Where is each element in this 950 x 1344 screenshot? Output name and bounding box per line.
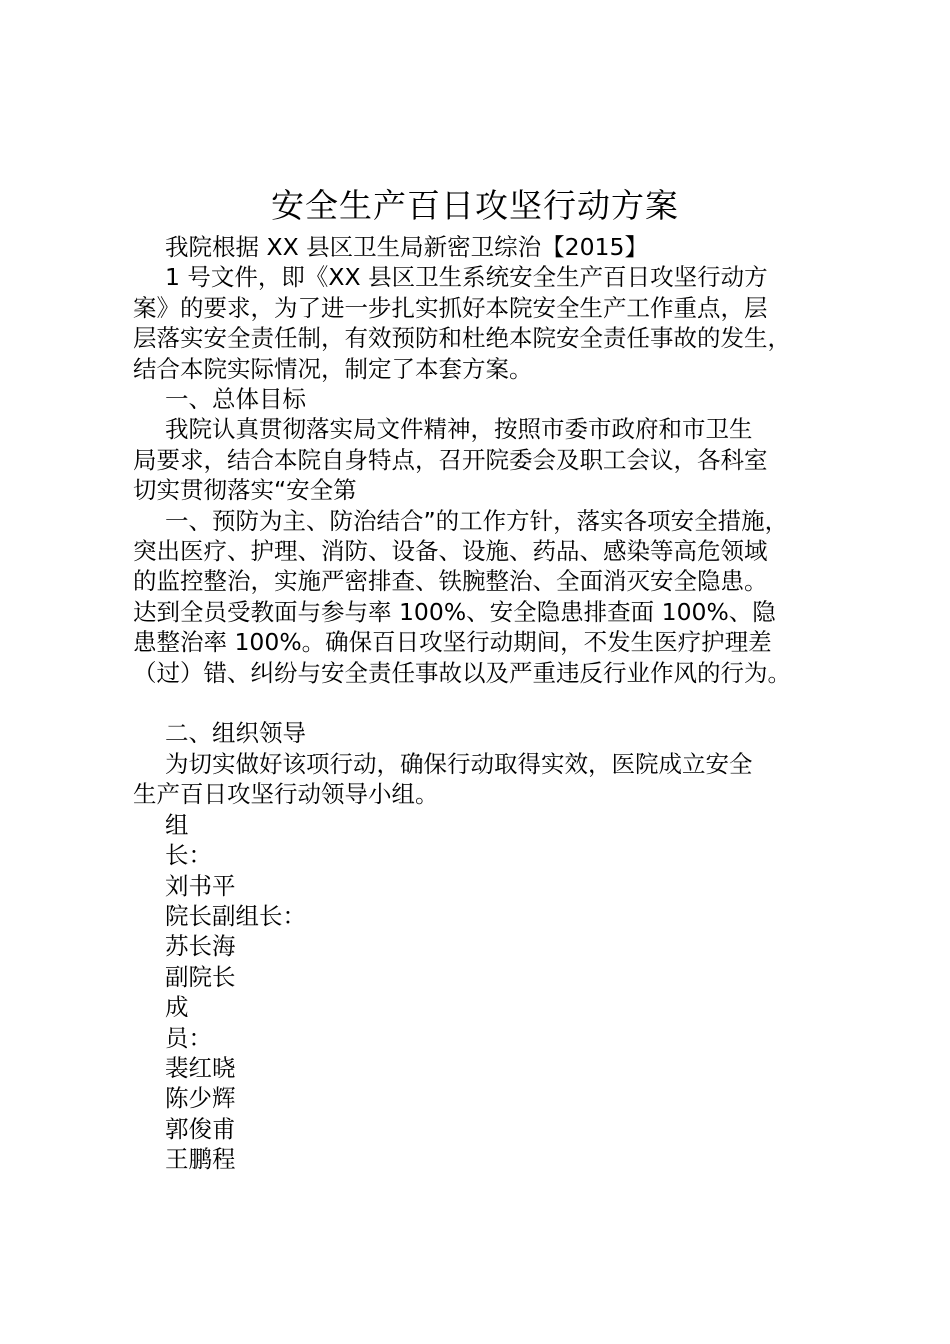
member-line: 成	[165, 993, 189, 1022]
section1-line: 突出医疗、护理、消防、设备、设施、药品、感染等高危领域	[133, 537, 768, 566]
member-line: 刘书平	[165, 871, 236, 900]
intro-line: 案》的要求，为了进一步扎实抓好本院安全生产工作重点，层	[133, 293, 768, 322]
member-line: 长：	[165, 841, 212, 870]
document-title: 安全生产百日攻坚行动方案	[271, 186, 679, 225]
section1-line: 达到全员受教面与参与率 100%、安全隐患排查面 100%、隐	[133, 597, 776, 626]
section1-line: （过）错、纠纷与安全责任事故以及严重违反行业作风的行为。	[133, 658, 791, 687]
section2-line: 生产百日攻坚行动领导小组。	[133, 780, 439, 809]
member-line: 苏长海	[165, 932, 236, 961]
intro-line: 层落实安全责任制，有效预防和杜绝本院安全责任事故的发生，	[133, 324, 791, 353]
section1-line: 切实贯彻落实“安全第	[133, 476, 357, 505]
section1-line: 局要求，结合本院自身特点，召开院委会及职工会议，各科室	[133, 445, 768, 474]
section-heading-leadership: 二、组织领导	[165, 719, 306, 748]
intro-line: 我院根据 XX 县区卫生局新密卫综治【2015】	[165, 233, 648, 261]
intro-line: 1 号文件，即《XX 县区卫生系统安全生产百日攻坚行动方	[165, 263, 768, 292]
section-heading-goals: 一、总体目标	[165, 385, 306, 414]
member-line: 郭俊甫	[165, 1114, 236, 1143]
member-line: 裴红晓	[165, 1053, 236, 1082]
section1-line: 一、预防为主、防治结合”的工作方针，落实各项安全措施，	[165, 506, 789, 535]
member-line: 陈少辉	[165, 1084, 236, 1113]
document-body	[133, 232, 853, 1175]
section1-line: 患整治率 100%。确保百日攻坚行动期间，不发生医疗护理差	[133, 628, 772, 657]
member-line: 副院长	[165, 962, 236, 991]
member-line: 院长副组长：	[165, 901, 306, 930]
blank-line	[133, 688, 853, 718]
member-line: 王鹏程	[165, 1145, 236, 1174]
section1-line: 我院认真贯彻落实局文件精神，按照市委市政府和市卫生	[165, 415, 753, 444]
section2-line: 为切实做好该项行动，确保行动取得实效，医院成立安全	[165, 749, 753, 778]
member-line: 组	[165, 810, 189, 839]
section1-line: 的监控整治，实施严密排查、铁腕整治、全面消灭安全隐患。	[133, 567, 768, 596]
intro-line: 结合本院实际情况，制定了本套方案。	[133, 354, 533, 383]
member-line: 员：	[165, 1023, 212, 1052]
